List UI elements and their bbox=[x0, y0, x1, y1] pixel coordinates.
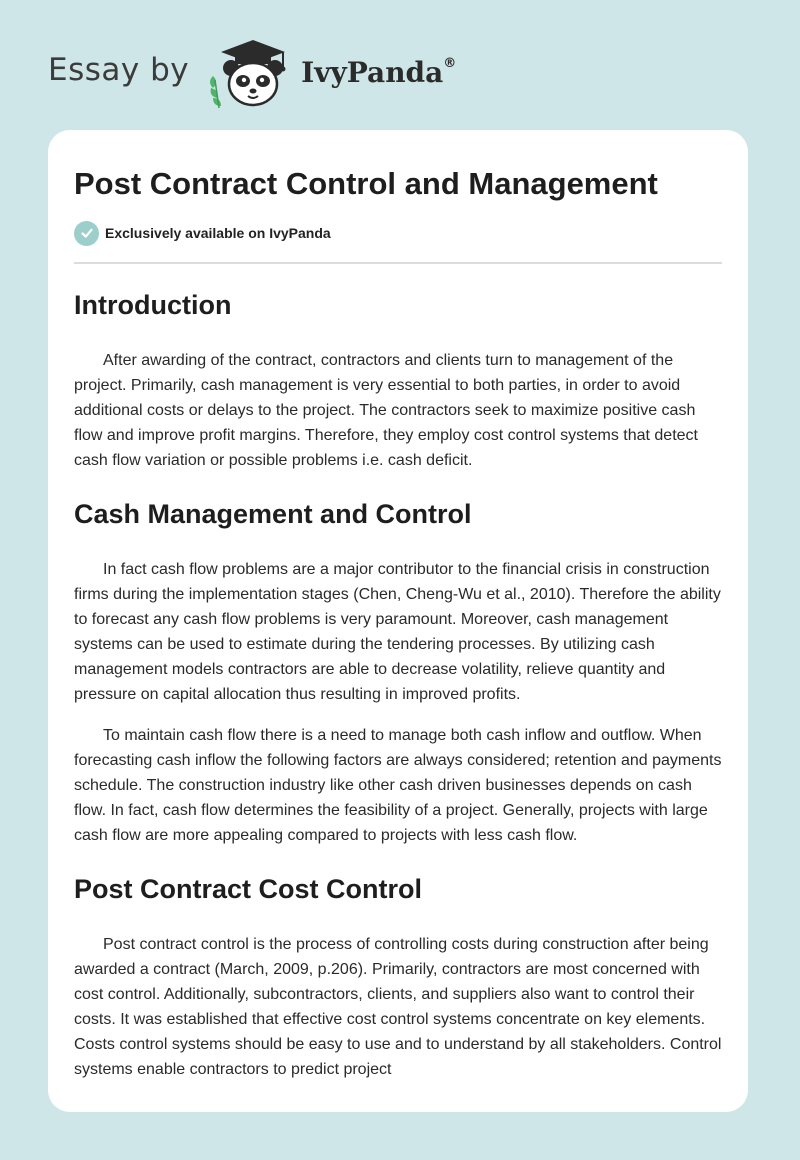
paragraph: In fact cash flow problems are a major contributor to the financial crisis in construction firms during the implementation stages (Chen, Cheng-Wu et al., 2010). Therefore the ability to forecast any cash flow problems is very paramount. Moreover, cash management systems can be used to estimate during the tendering processes. By utilizing cash management models contractors are able to decrease volatility, relieve quantity and pressure on capital allocation thus resulting in improved profits. bbox=[74, 561, 721, 703]
page-title: Post Contract Control and Management bbox=[74, 166, 658, 201]
brand-prefix: Essay by bbox=[48, 52, 190, 88]
divider bbox=[74, 262, 722, 264]
exclusive-badge bbox=[74, 220, 722, 246]
brand-name: IvyPanda® bbox=[301, 55, 457, 89]
check-circle-icon bbox=[74, 221, 99, 246]
section-heading: Introduction bbox=[74, 290, 232, 320]
paragraph: To maintain cash flow there is a need to manage both cash inflow and outflow. When forecasting cash inflow the following factors are always considered; retention and payments schedule. The construction industry like other cash driven businesses depends on cash flow. In fact, cash flow determines the feasibility of a project. Generally, projects with large cash flow are more appealing compared to projects with less cash flow. bbox=[74, 727, 722, 844]
panda-mascot-icon bbox=[203, 38, 295, 110]
section-heading: Cash Management and Control bbox=[74, 499, 472, 529]
paragraph: After awarding of the contract, contractors and clients turn to management of the project. Primarily, cash management is very essential to both parties, in order to avoid additional costs or delays to the project. The contractors seek to maximize positive cash flow and improve profit margins. Therefore, they employ cost control systems that detect cash flow variation or possible problems i.e. cash deficit. bbox=[74, 352, 698, 469]
essay-card bbox=[48, 130, 748, 1112]
section-introduction bbox=[74, 288, 722, 473]
essay-content bbox=[74, 164, 722, 1082]
section-heading: Post Contract Cost Control bbox=[74, 874, 422, 904]
section-post-contract-cost-control bbox=[74, 872, 722, 1082]
paragraph: Post contract control is the process of controlling costs during construction after being awarded a contract (March, 2009, p.206). Primarily, contractors are most concerned with cost control. Additionally, subcontractors, clients, and suppliers also want to control their costs. It was established that effective cost control systems concentrate on key elements. Costs control systems should be easy to use and to understand by all stakeholders. Control systems enable contractors to predict project bbox=[74, 936, 722, 1078]
badge-text: Exclusively available on IvyPanda bbox=[105, 225, 331, 241]
section-cash-management bbox=[74, 497, 722, 848]
brand-logo[interactable] bbox=[48, 38, 456, 110]
